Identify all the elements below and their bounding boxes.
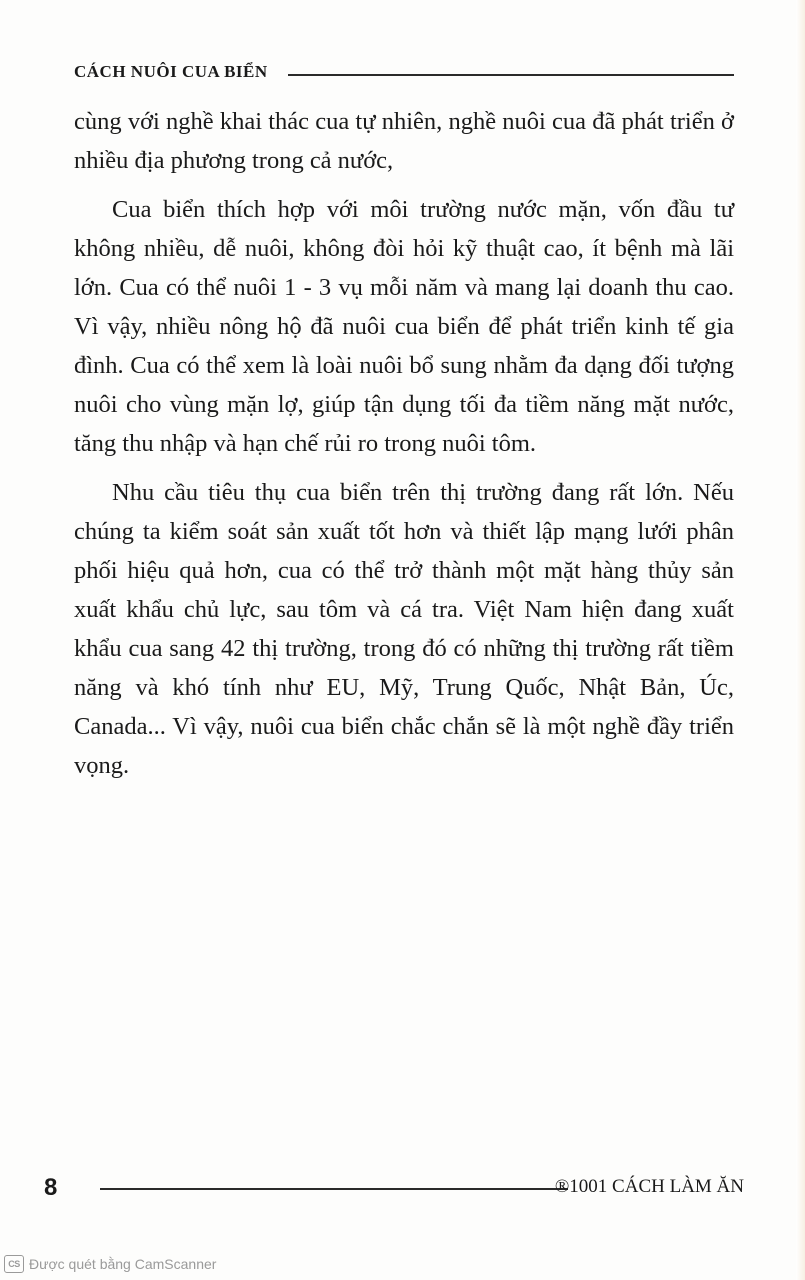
camscanner-logo-icon: CS <box>4 1255 24 1273</box>
page-edge <box>796 0 805 1280</box>
footer-rule <box>100 1188 568 1190</box>
page-number: 8 <box>44 1174 58 1201</box>
paragraph: Cua biển thích hợp với môi trường nước mặn, vốn đầu tư không nhiều, dễ nuôi, không đòi hỏi kỹ thuật cao, ít bệnh mà lãi lớn. Cua có thể nuôi 1 - 3 vụ mỗi năm và mang lại doanh thu cao. Vì vậy, nhiều nông hộ đã nuôi cua biển để phát triển kinh tế gia đình. Cua có thể xem là loài nuôi bổ sung nhằm đa dạng đối tượng nuôi cho vùng mặn lợ, giúp tận dụng tối đa tiềm năng mặt nước, tăng thu nhập và hạn chế rủi ro trong nuôi tôm. <box>74 196 734 457</box>
watermark-text: Được quét bằng CamScanner <box>29 1256 217 1272</box>
body-text <box>74 102 734 795</box>
running-footer <box>44 1174 744 1208</box>
running-header-title: CÁCH NUÔI CUA BIỂN <box>74 62 268 81</box>
scanner-watermark <box>4 1254 216 1274</box>
paragraph: cùng với nghề khai thác cua tự nhiên, nghề nuôi cua đã phát triển ở nhiều địa phương trong cả nước, <box>74 108 734 174</box>
header-rule <box>288 74 734 76</box>
paragraph: Nhu cầu tiêu thụ cua biển trên thị trường đang rất lớn. Nếu chúng ta kiểm soát sản xuất tốt hơn và thiết lập mạng lưới phân phối hiệu quả hơn, cua có thể trở thành một mặt hàng thủy sản xuất khẩu chủ lực, sau tôm và cá tra. Việt Nam hiện đang xuất khẩu cua sang 42 thị trường, trong đó có những thị trường rất tiềm năng và khó tính như EU, Mỹ, Trung Quốc, Nhật Bản, Úc, Canada... Vì vậy, nuôi cua biển chắc chắn sẽ là một nghề đầy triển vọng. <box>74 479 734 779</box>
running-header <box>74 62 734 88</box>
series-title: ®1001 CÁCH LÀM ĂN <box>554 1176 744 1197</box>
